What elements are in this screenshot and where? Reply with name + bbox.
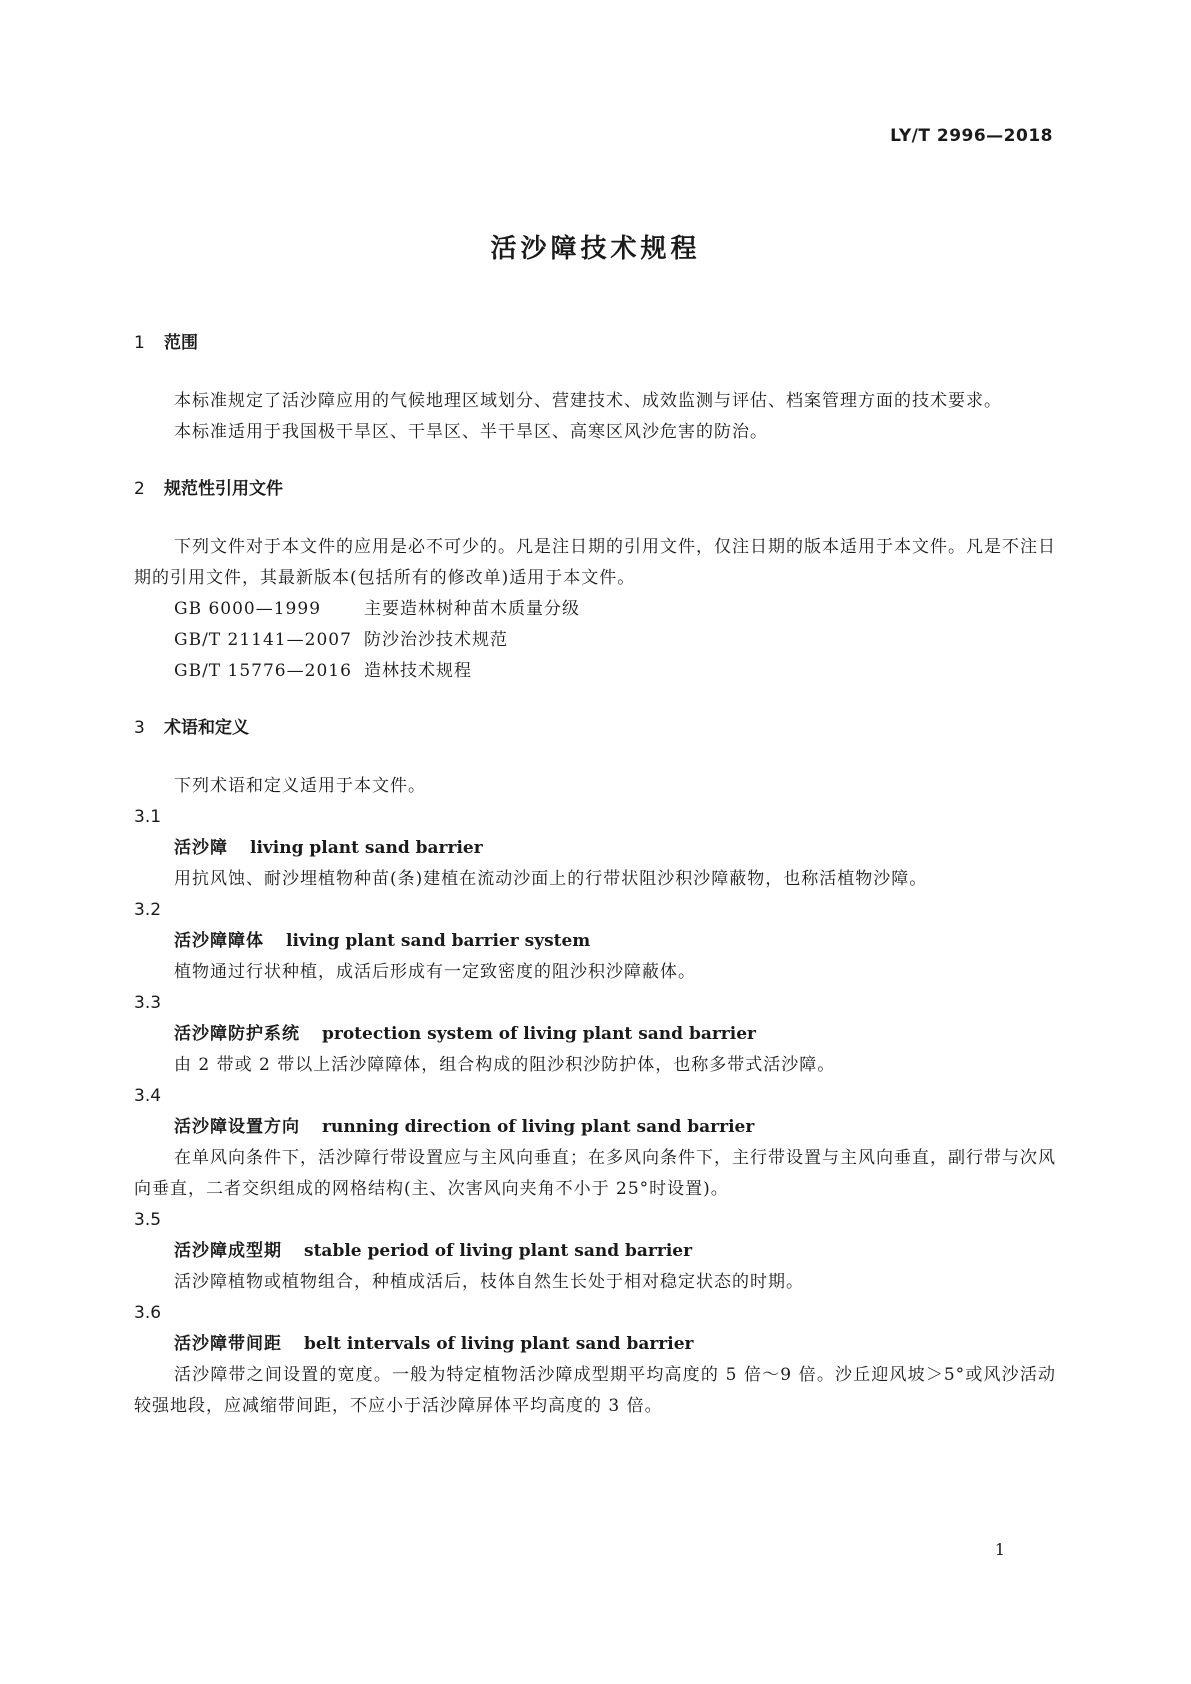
term-zh: 活沙障带间距: [174, 1334, 282, 1354]
paragraph: 下列文件对于本文件的应用是必不可少的。凡是注日期的引用文件，仅注日期的版本适用于本文件。凡是不注日期的引用文件，其最新版本(包括所有的修改单)适用于本文件。: [134, 537, 1056, 588]
section-title: 术语和定义: [164, 718, 249, 738]
term-zh: 活沙障障体: [174, 931, 264, 951]
document-body: [134, 330, 1056, 1422]
reference-code: GB/T 21141—2007: [174, 630, 352, 650]
document-title: 活沙障技术规程: [490, 234, 701, 264]
reference-name: 主要造林树种苗木质量分级: [364, 599, 580, 619]
section-title: 规范性引用文件: [164, 479, 283, 499]
term-en: protection system of living plant sand barrier: [322, 1024, 756, 1044]
term-number: 3.5: [134, 1210, 162, 1230]
section-1-heading: [134, 330, 1056, 356]
term-heading: [134, 1329, 1056, 1360]
term-number: 3.3: [134, 993, 162, 1013]
reference-item: [134, 594, 1056, 625]
term-zh: 活沙障成型期: [174, 1241, 282, 1261]
term-zh: 活沙障设置方向: [174, 1117, 300, 1137]
term-definition: 活沙障带之间设置的宽度。一般为特定植物活沙障成型期平均高度的 5 倍～9 倍。沙丘迎风坡＞5°或风沙活动较强地段，应减缩带间距，不应小于活沙障屏体平均高度的 3 倍。: [134, 1365, 1056, 1416]
page-number: 1: [994, 1540, 1005, 1559]
term-en: running direction of living plant sand barrier: [322, 1117, 755, 1137]
term-definition: 活沙障植物或植物组合，种植成活后，枝体自然生长处于相对稳定状态的时期。: [174, 1272, 804, 1292]
section-title: 范围: [164, 333, 198, 353]
paragraph: 本标准适用于我国极干旱区、干旱区、半干旱区、高寒区风沙危害的防治。: [174, 422, 768, 442]
reference-code: GB 6000—1999: [174, 599, 322, 619]
section-3-heading: [134, 715, 1056, 741]
term-zh: 活沙障: [174, 838, 228, 858]
section-number: 1: [134, 333, 145, 353]
section-number: 2: [134, 479, 145, 499]
reference-name: 造林技术规程: [364, 661, 472, 681]
term-zh: 活沙障防护系统: [174, 1024, 300, 1044]
reference-item: [134, 625, 1056, 656]
term-en: belt intervals of living plant sand barrier: [304, 1334, 694, 1354]
term-definition: 植物通过行状种植，成活后形成有一定致密度的阻沙积沙障蔽体。: [174, 962, 696, 982]
paragraph: 本标准规定了活沙障应用的气候地理区域划分、营建技术、成效监测与评估、档案管理方面的技术要求。: [174, 391, 1002, 411]
section-number: 3: [134, 718, 145, 738]
term-en: living plant sand barrier system: [286, 931, 591, 951]
term-en: stable period of living plant sand barrier: [304, 1241, 693, 1261]
term-en: living plant sand barrier: [250, 838, 483, 858]
term-heading: [134, 833, 1056, 864]
term-number: 3.4: [134, 1086, 162, 1106]
term-heading: [134, 1019, 1056, 1050]
term-definition: 用抗风蚀、耐沙埋植物种苗(条)建植在流动沙面上的行带状阻沙积沙障蔽物，也称活植物沙障。: [174, 869, 928, 889]
reference-name: 防沙治沙技术规范: [364, 630, 508, 650]
term-number: 3.2: [134, 900, 162, 920]
term-definition: 在单风向条件下，活沙障行带设置应与主风向垂直；在多风向条件下，主行带设置与主风向垂直，副行带与次风向垂直，二者交织组成的网格结构(主、次害风向夹角不小于 25°时设置)。: [134, 1148, 1056, 1199]
term-number: 3.1: [134, 807, 162, 827]
term-heading: [134, 926, 1056, 957]
reference-item: [134, 656, 1056, 687]
term-number: 3.6: [134, 1303, 162, 1323]
reference-code: GB/T 15776—2016: [174, 661, 352, 681]
term-heading: [134, 1236, 1056, 1267]
section-2-heading: [134, 476, 1056, 502]
paragraph: 下列术语和定义适用于本文件。: [174, 776, 426, 796]
standard-code: LY/T 2996—2018: [890, 126, 1053, 146]
term-heading: [134, 1112, 1056, 1143]
term-definition: 由 2 带或 2 带以上活沙障障体，组合构成的阻沙积沙防护体，也称多带式活沙障。: [174, 1055, 836, 1075]
